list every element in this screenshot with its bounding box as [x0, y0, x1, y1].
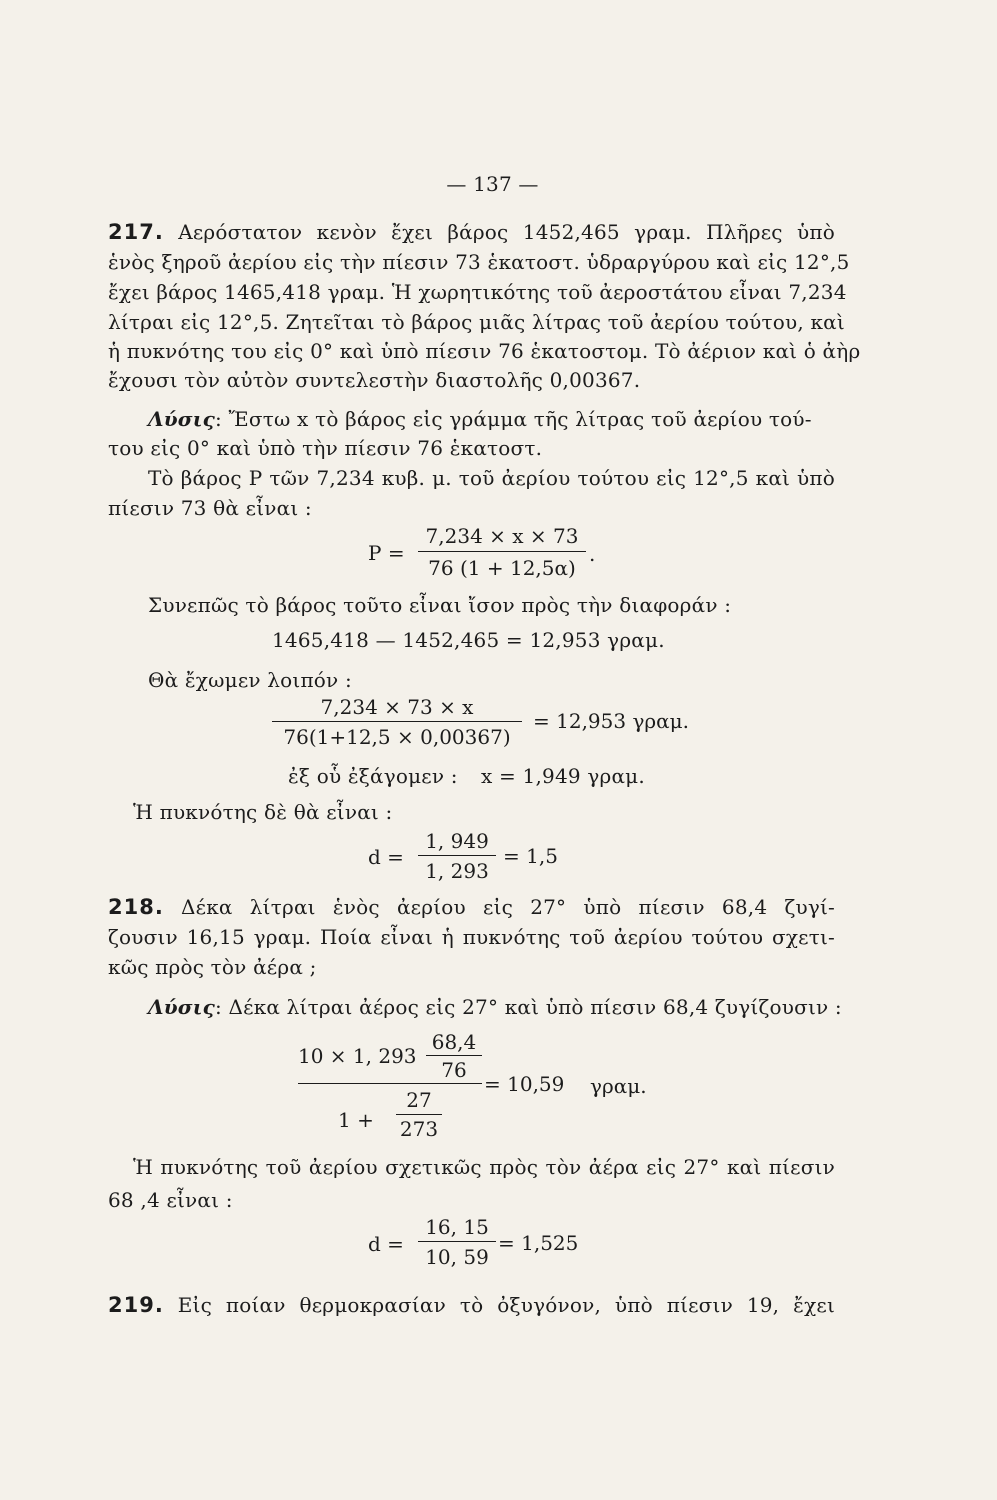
difference-equation: 1465,418 — 1452,465 = 12,953 γραμ. — [272, 628, 665, 652]
formula-d2-bar — [418, 1241, 496, 1242]
thus-line: Θὰ ἔχωμεν λοιπόν : — [148, 668, 352, 692]
formula-p-denominator: 76 (1 + 12,5α) — [428, 556, 576, 580]
solution-218-line-1 — [148, 993, 842, 1021]
formula-p-lhs: P = — [368, 541, 405, 565]
problem-218-line-3: κῶς πρὸς τὸν ἀέρα ; — [108, 955, 317, 979]
problem-219-text: Εἰς ποίαν θερμοκρασίαν τὸ ὀξυγόνον, ὑπὸ πίεσιν 19, ἔχει — [177, 1293, 835, 1317]
formula-eq-denominator: 76(1+12,5 × 0,00367) — [283, 725, 511, 749]
density-218-line-2: 68 ,4 εἶναι : — [108, 1188, 233, 1212]
big-formula-bottom-num: 27 — [406, 1088, 432, 1112]
problem-217-line-6: ἔχουσι τὸν αὐτὸν συντελεστὴν διαστολῆς 0,00367. — [108, 368, 641, 392]
problem-217-line-4: λίτραι εἰς 12°,5. Ζητεῖται τὸ βάρος μιᾶς λίτρας τοῦ ἀερίου τούτου, καὶ — [108, 310, 845, 334]
problem-217-text: Αερόστατον κενὸν ἔχει βάρος 1452,465 γραμ. Πλῆρες ὑπὸ — [178, 220, 835, 244]
big-formula-inner-bar — [426, 1055, 482, 1056]
problem-218-number: 218. — [108, 895, 164, 919]
formula-d2-lhs: d = — [368, 1232, 404, 1256]
big-formula-rhs: = 10,59 — [484, 1072, 565, 1096]
solution-label-218: Λύσις — [148, 995, 215, 1019]
solution-label: Λύσις — [148, 407, 215, 431]
page-number: — 137 — — [446, 172, 539, 196]
density-218-line-1: Ἡ πυκνότης τοῦ ἀερίου σχετικῶς πρὸς τὸν ἀέρα εἰς 27° καὶ πίεσιν — [133, 1155, 835, 1179]
big-formula-bottom-den: 273 — [399, 1117, 439, 1141]
problem-218-line-2: ζουσιν 16,15 γραμ. Ποία εἶναι ἡ πυκνότης τοῦ ἀερίου τούτου σχετι- — [108, 925, 835, 949]
formula-eq-numerator: 7,234 × 73 × x — [320, 695, 474, 719]
solution-text: : Ἔστω x τὸ βάρος εἰς γράμμα τῆς λίτρας τοῦ ἀερίου τού- — [215, 407, 812, 431]
formula-p-numerator: 7,234 × x × 73 — [425, 524, 579, 548]
formula-d1-bar — [418, 855, 496, 856]
big-formula-bottom-left: 1 + — [338, 1108, 374, 1132]
formula-d2-denominator: 10, 59 — [425, 1245, 489, 1269]
formula-eq-rhs: = 12,953 γραμ. — [533, 709, 690, 733]
formula-d1-rhs: = 1,5 — [503, 844, 558, 868]
formula-d2-numerator: 16, 15 — [425, 1215, 489, 1239]
problem-218-line-1 — [108, 893, 835, 921]
difference-intro: Συνεπῶς τὸ βάρος τοῦτο εἶναι ἴσον πρὸς τὴν διαφοράν : — [148, 593, 732, 617]
solution-217-line-4: πίεσιν 73 θὰ εἶναι : — [108, 496, 312, 520]
solution-218-text: : Δέκα λίτραι ἀέρος εἰς 27° καὶ ὑπὸ πίεσιν 68,4 ζυγίζουσιν : — [215, 995, 842, 1019]
formula-eq-bar — [272, 721, 522, 722]
solution-217-line-3: Τὸ βάρος P τῶν 7,234 κυβ. μ. τοῦ ἀερίου τούτου εἰς 12°,5 καὶ ὑπὸ — [148, 466, 835, 490]
problem-217-line-1 — [108, 218, 835, 246]
big-formula-inner-num: 68,4 — [431, 1030, 477, 1054]
problem-217-line-5: ἡ πυκνότης του εἰς 0° καὶ ὑπὸ πίεσιν 76 ἑκατοστομ. Τὸ ἀέριον καὶ ὁ ἀὴρ — [108, 339, 861, 363]
big-formula-main-bar — [298, 1083, 482, 1084]
problem-218-text: Δέκα λίτραι ἑνὸς ἀερίου εἰς 27° ὑπὸ πίεσιν 68,4 ζυγί- — [181, 895, 835, 919]
density-intro: Ἡ πυκνότης δὲ θὰ εἶναι : — [133, 800, 393, 824]
problem-219-line-1 — [108, 1291, 835, 1319]
formula-p-bar — [418, 551, 586, 552]
formula-d2-rhs: = 1,525 — [498, 1231, 579, 1255]
formula-d1-lhs: d = — [368, 845, 404, 869]
big-formula-inner-den: 76 — [441, 1058, 467, 1082]
big-formula-top-left: 10 × 1, 293 — [298, 1044, 417, 1068]
x-value: x = 1,949 γραμ. — [481, 764, 645, 788]
formula-p-tail: . — [589, 542, 596, 566]
solution-217-line-1 — [148, 405, 835, 433]
solution-217-line-2: του εἰς 0° καὶ ὑπὸ τὴν πίεσιν 76 ἑκατοστ. — [108, 436, 543, 460]
big-formula-bottom-bar — [396, 1114, 442, 1115]
problem-217-line-2: ἑνὸς ξηροῦ ἀερίου εἰς τὴν πίεσιν 73 ἑκατοστ. ὑδραργύρου καὶ εἰς 12°,5 — [108, 250, 850, 274]
problem-219-number: 219. — [108, 1293, 164, 1317]
big-formula-unit: γραμ. — [590, 1074, 647, 1098]
formula-d1-numerator: 1, 949 — [425, 829, 489, 853]
problem-217-number: 217. — [108, 220, 164, 244]
formula-d1-denominator: 1, 293 — [425, 859, 489, 883]
from-which: ἐξ οὗ ἐξάγομεν : — [288, 764, 458, 788]
problem-217-line-3: ἔχει βάρος 1465,418 γραμ. Ἡ χωρητικότης τοῦ ἀεροστάτου εἶναι 7,234 — [108, 280, 847, 304]
